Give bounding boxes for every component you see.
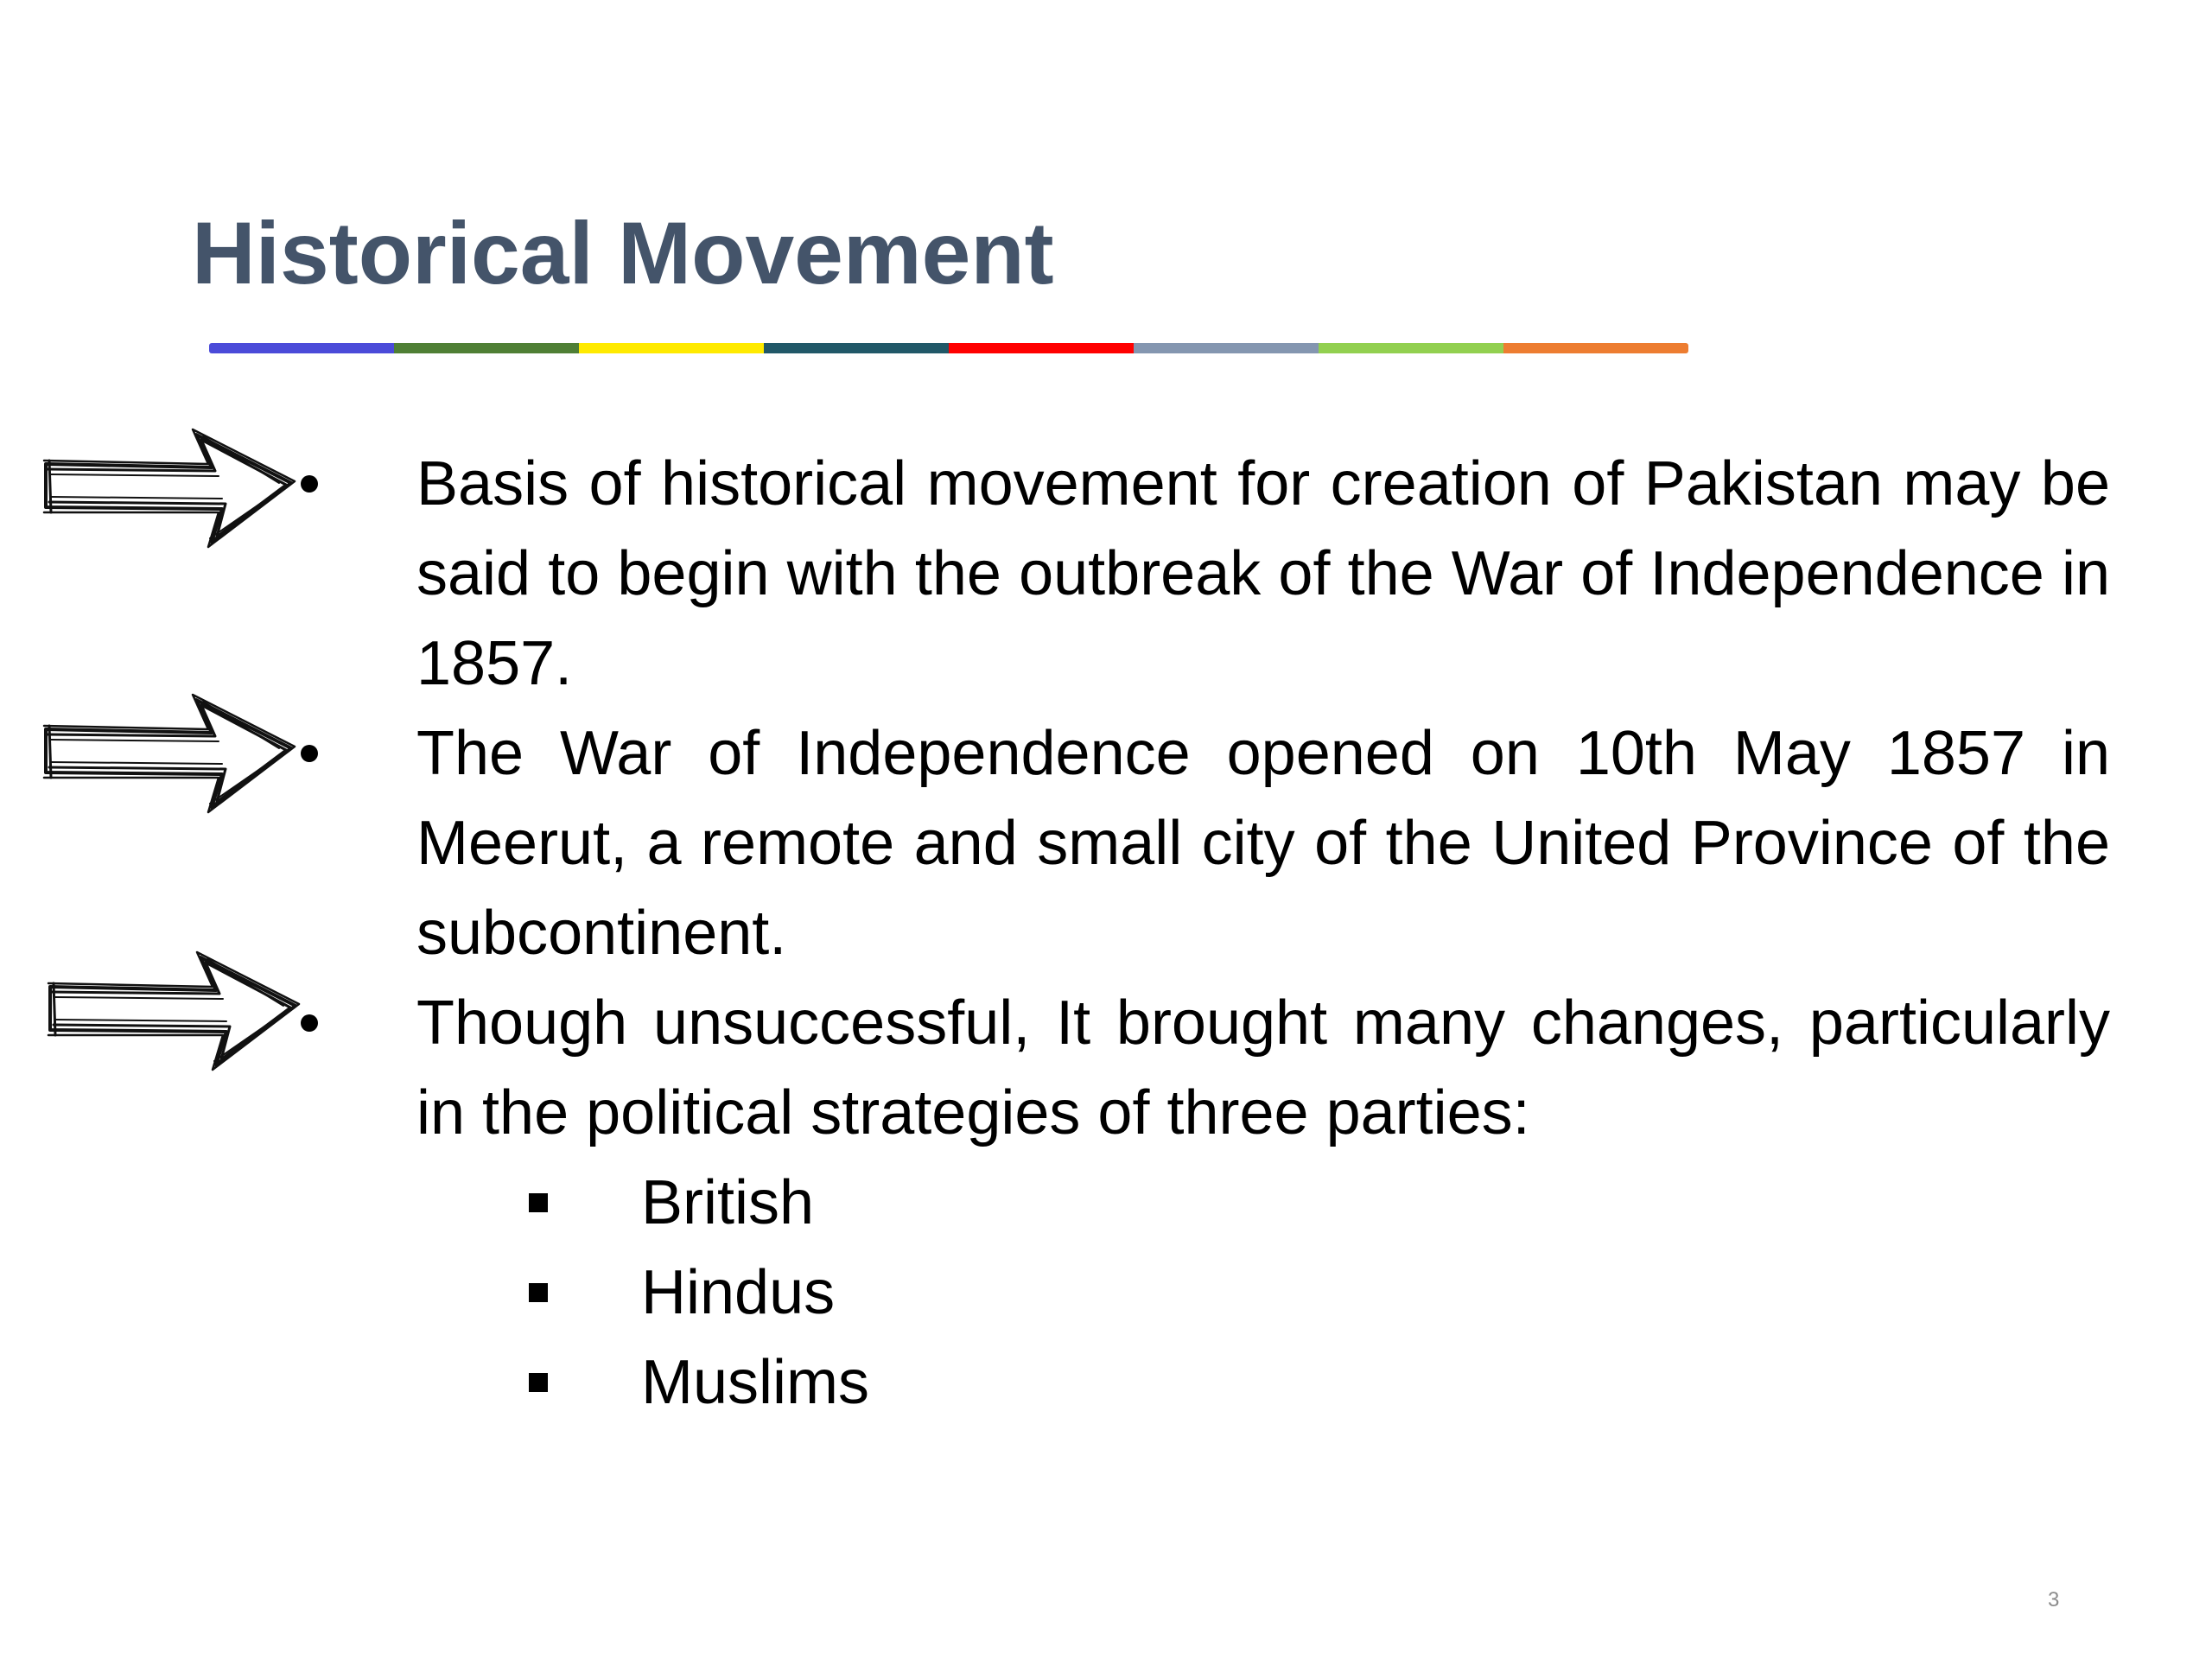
slide-title: Historical Movement — [192, 204, 1054, 302]
sub-list-item — [529, 1338, 869, 1427]
divider-segment-orange — [1503, 343, 1688, 353]
bullet-text: Basis of historical movement for creation of Pakistan may be said to begin with the outbreak of the War of Independence in 1857. — [416, 449, 2110, 698]
square-bullet-icon — [529, 1283, 548, 1302]
sub-list-label: British — [641, 1168, 815, 1237]
hand-drawn-arrow-icon — [43, 942, 302, 1080]
divider-segment-red — [949, 343, 1134, 353]
page-number: 3 — [2048, 1588, 2060, 1611]
sub-list-label: Hindus — [641, 1258, 836, 1327]
divider-segment-gray — [1134, 343, 1319, 353]
divider-segment-yellow — [579, 343, 764, 353]
divider-segment-lime — [1319, 343, 1503, 353]
square-bullet-icon — [529, 1373, 548, 1392]
sub-list-label: Muslims — [641, 1348, 869, 1417]
bullet-text: Though unsuccessful, It brought many changes, particularly in the political strategies of three parties: — [416, 988, 2110, 1147]
hand-drawn-arrow-icon — [39, 419, 298, 557]
square-bullet-icon — [529, 1193, 548, 1212]
sub-list-item — [529, 1158, 815, 1248]
bullet-dot — [301, 1014, 318, 1032]
divider-segment-teal — [764, 343, 949, 353]
hand-drawn-arrow-icon — [39, 684, 298, 823]
divider-segment-blue — [209, 343, 394, 353]
bullet-dot — [301, 745, 318, 762]
color-divider — [209, 343, 1688, 353]
divider-segment-green — [394, 343, 579, 353]
sub-list-item — [529, 1248, 836, 1338]
bullet-dot — [301, 475, 318, 493]
bullet-text: The War of Independence opened on 10th May 1857 in Meerut, a remote and small city of the United Province of the subcontinent. — [416, 719, 2110, 968]
